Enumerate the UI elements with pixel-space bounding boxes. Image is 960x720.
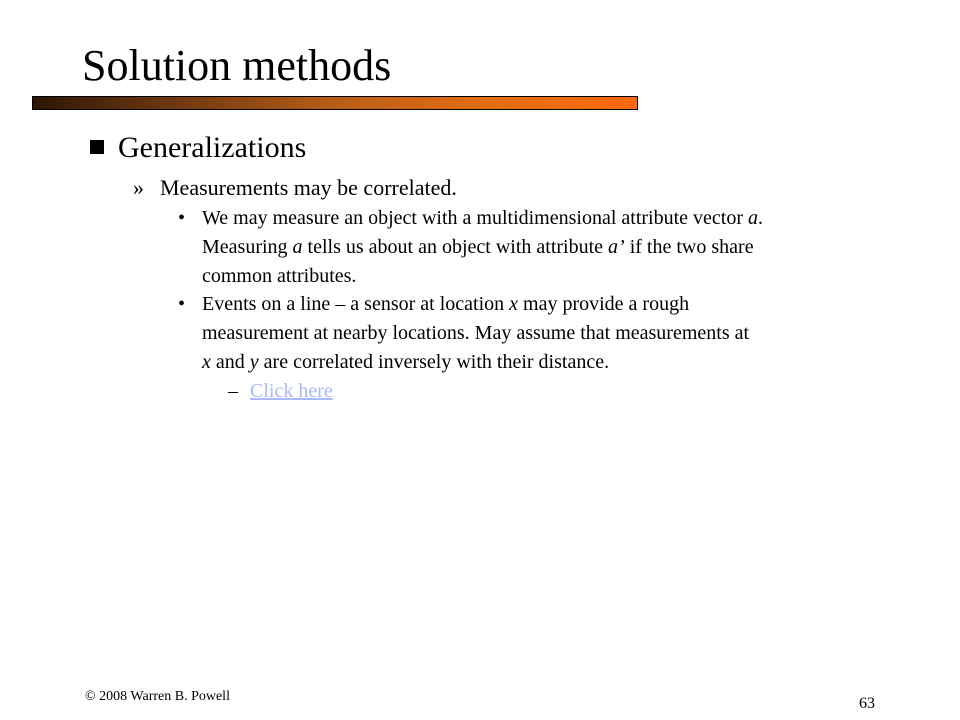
bullet-dot: • [178, 207, 186, 229]
dash-marker: – [228, 380, 238, 402]
guillemet-marker: » [133, 175, 144, 200]
level3-bullet-events [178, 290, 878, 377]
bullet-text [202, 290, 878, 377]
bullet-line [202, 204, 878, 233]
sub-item-text: Measurements may be correlated. [160, 175, 457, 200]
bullet-line [202, 348, 878, 377]
text-fragment: Events on a line – a sensor at location [202, 293, 510, 315]
page-number: 63 [859, 695, 875, 712]
bullet-line: measurement at nearby locations. May assume that measurements at [202, 322, 750, 344]
variable-x: x [202, 351, 211, 373]
variable-y: y [249, 351, 259, 373]
variable-a-prime: a’ [608, 236, 625, 258]
heading-text: Generalizations [118, 131, 307, 164]
variable-a: a [748, 207, 758, 229]
variable-a: a [292, 236, 303, 258]
text-fragment: Measuring [202, 236, 293, 258]
bullet-line: common attributes. [202, 265, 357, 287]
bullet-text [202, 204, 878, 291]
bullet-line [202, 233, 878, 262]
text-fragment: if the two share [624, 236, 754, 258]
text-fragment: may provide a rough [518, 293, 690, 315]
level3-bullet-attributes [178, 204, 878, 291]
text-fragment: and [210, 351, 250, 373]
copyright-footer: © 2008 Warren B. Powell [85, 689, 230, 704]
slide-title: Solution methods [82, 41, 392, 90]
variable-x: x [509, 293, 519, 315]
title-gradient-bar [32, 96, 638, 110]
text-fragment: are correlated inversely with their distance. [258, 351, 610, 373]
text-fragment: . [758, 207, 763, 229]
text-fragment: We may measure an object with a multidimensional attribute vector [202, 207, 748, 229]
bullet-line [202, 290, 878, 319]
bullet-dot: • [178, 293, 186, 315]
square-bullet-icon [90, 140, 104, 154]
text-fragment: tells us about an object with attribute [302, 236, 609, 258]
click-here-link[interactable]: Click here [250, 380, 333, 402]
